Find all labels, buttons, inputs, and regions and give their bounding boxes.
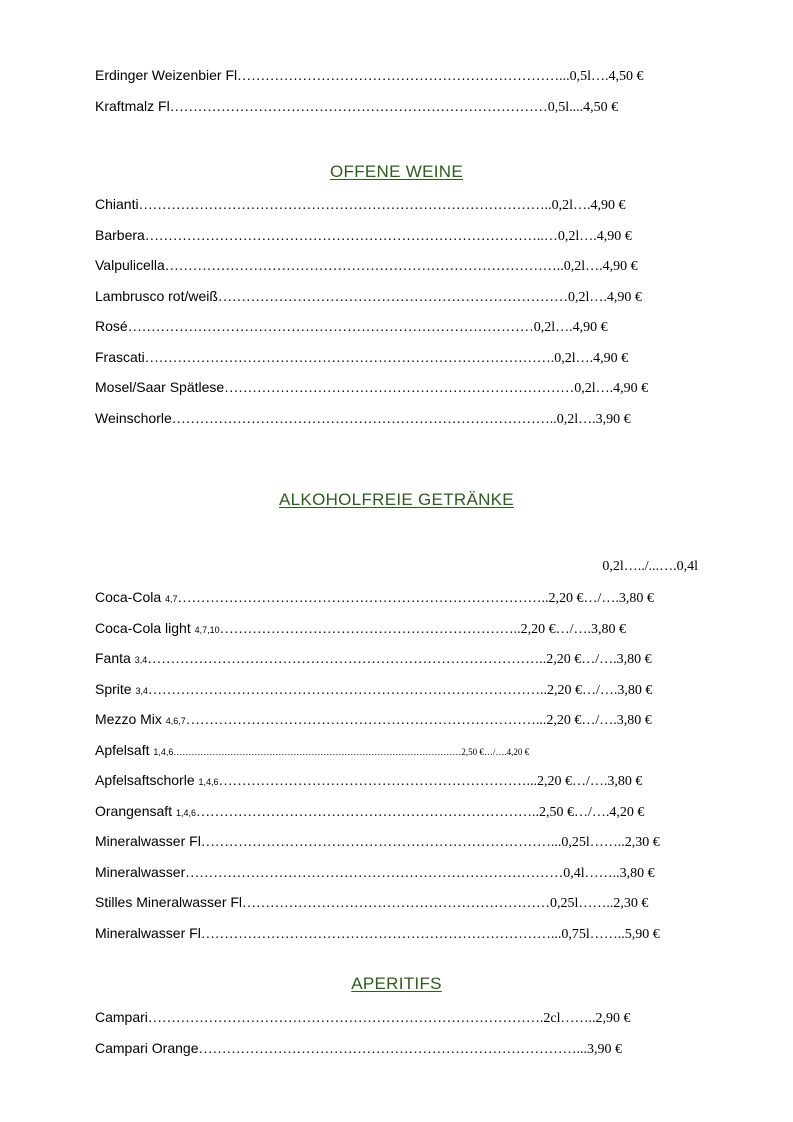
menu-item-fanta (95, 649, 698, 669)
item-name: Lambrusco rot/weiß (95, 288, 218, 304)
item-name: Kraftmalz Fl (95, 98, 170, 114)
menu-item-apfelsaft (95, 741, 698, 761)
menu-item-rose (95, 317, 698, 337)
section-heading-softdrinks: ALKOHOLFREIE GETRÄNKE (279, 490, 514, 509)
item-name: Apfelsaftschorle (95, 772, 195, 788)
item-name: Orangensaft (95, 803, 173, 819)
item-name: Stilles Mineralwasser Fl (95, 894, 243, 910)
item-name: Mineralwasser Fl (95, 833, 201, 849)
additive-codes: 4,7 (165, 594, 178, 604)
item-price: ………………………………………………………………..2,50 €…/….4,20 € (195, 805, 645, 820)
menu-item-apfelsaftschorle (95, 771, 698, 791)
item-price: ………………………………………………………..2,20 €…/….3,80 € (219, 622, 627, 637)
item-price: ……………………………………………………………………..2,20 €…/….3,80 € (177, 591, 654, 606)
additive-codes: 3,4 (134, 655, 148, 665)
menu-item-frascati (95, 348, 698, 368)
menu-item-chianti (95, 195, 698, 215)
item-price: ………………………………………………………………………0,4l……..3,80 € (185, 866, 655, 881)
item-name: Chianti (95, 196, 139, 212)
item-price: …………………………………………………………...2,20 €…/….3,80 € (218, 774, 643, 789)
item-price: …………………………………………………………………………..0,2l….4,90 € (164, 259, 638, 274)
item-name: Frascati (95, 349, 145, 365)
item-name: Fanta (95, 650, 131, 666)
additive-codes: 1,4,6 (153, 747, 174, 757)
additive-codes: 1,4,6 (198, 777, 219, 787)
additive-codes: 4,6,7 (165, 716, 186, 726)
item-name: Apfelsaft (95, 742, 150, 758)
item-name: Mineralwasser Fl (95, 925, 201, 941)
additive-codes: 1,4,6 (175, 808, 196, 818)
item-price: …………………………………………………………………0,2l….4,90 € (224, 381, 649, 396)
item-price: ……………………………………………………………………………..0,2l….4,90 € (138, 198, 626, 213)
item-price: …………………………………………………………………...0,75l……..5,90 € (200, 927, 660, 942)
menu-item-weinschorle (95, 409, 698, 429)
item-price: ………………………………………………………………………0,5l....4,50 € (169, 100, 619, 115)
menu-item-kraftmalz (95, 97, 698, 117)
menu-item-stilles-mineralwasser (95, 893, 698, 913)
item-price: …………………………………………………………0,25l……..2,30 € (242, 896, 649, 911)
item-name: Rosé (95, 318, 128, 334)
item-price: …………………………………………………………………………..2,20 €…/….3,80 € (147, 652, 652, 667)
item-name: Erdinger Weizenbier Fl (95, 67, 238, 83)
menu-item-sprite (95, 680, 698, 700)
item-name: Weinschorle (95, 410, 172, 426)
menu-item-lambrusco (95, 287, 698, 307)
menu-item-valpulicella (95, 256, 698, 276)
item-name: Campari Orange (95, 1040, 199, 1056)
item-name: Coca-Cola light (95, 620, 191, 636)
item-price: ……………………………………………………………...0,5l….4,50 € (237, 69, 644, 84)
item-price: …………………………………………………………………...2,20 €…/….3,80 € (185, 713, 652, 728)
menu-item-mineralwasser-04 (95, 863, 698, 883)
item-name: Barbera (95, 227, 145, 243)
item-price: ……………………………………………………………………………………2,50 €…/….4,20 € (173, 747, 530, 757)
item-name: Mezzo Mix (95, 711, 162, 727)
menu-item-campari (95, 1008, 698, 1028)
menu-item-coca-cola (95, 588, 698, 608)
section-heading-aperitifs: APERITIFS (351, 974, 442, 993)
item-price: …………………………………………………………………………..2,20 €…/….3,80 € (147, 683, 653, 698)
item-name: Campari (95, 1009, 148, 1025)
menu-item-mineralwasser-fl-075 (95, 924, 698, 944)
item-price: ………………………………………………………………………..0,2l….3,90 € (171, 412, 631, 427)
menu-item-mineralwasser-fl-025 (95, 832, 698, 852)
additive-codes: 3,4 (135, 686, 148, 696)
section-heading-wines: OFFENE WEINE (330, 162, 463, 181)
item-price: …………………………………………………………………0,2l….4,90 € (217, 290, 642, 305)
menu-item-spaetlese (95, 378, 698, 398)
additive-codes: 4,7,10 (194, 625, 220, 635)
menu-item-campari-orange (95, 1039, 698, 1059)
item-name: Mosel/Saar Spätlese (95, 379, 225, 395)
item-price: …………………………………………………………………………..…0,2l….4,90 € (144, 229, 632, 244)
item-name: Mineralwasser (95, 864, 186, 880)
menu-item-barbera (95, 226, 698, 246)
item-name: Coca-Cola (95, 589, 162, 605)
item-price: ………………………………………………………………………….2cl……..2,90 € (147, 1011, 631, 1026)
item-price: ………………………………………………………………………...3,90 € (198, 1042, 622, 1057)
item-price: …………………………………………………………………………….0,2l….4,90 € (144, 351, 629, 366)
item-price: ……………………………………………………………………………0,2l….4,90 € (127, 320, 608, 335)
item-name: Valpulicella (95, 257, 165, 273)
item-name: Sprite (95, 681, 132, 697)
menu-item-coca-cola-light (95, 619, 698, 639)
item-price: …………………………………………………………………...0,25l……..2,30 € (200, 835, 660, 850)
menu-item-orangensaft (95, 802, 698, 822)
size-column-header: 0,2l…../...….0,4l (602, 559, 698, 574)
menu-item-erdinger (95, 66, 698, 86)
menu-item-mezzo-mix (95, 710, 698, 730)
